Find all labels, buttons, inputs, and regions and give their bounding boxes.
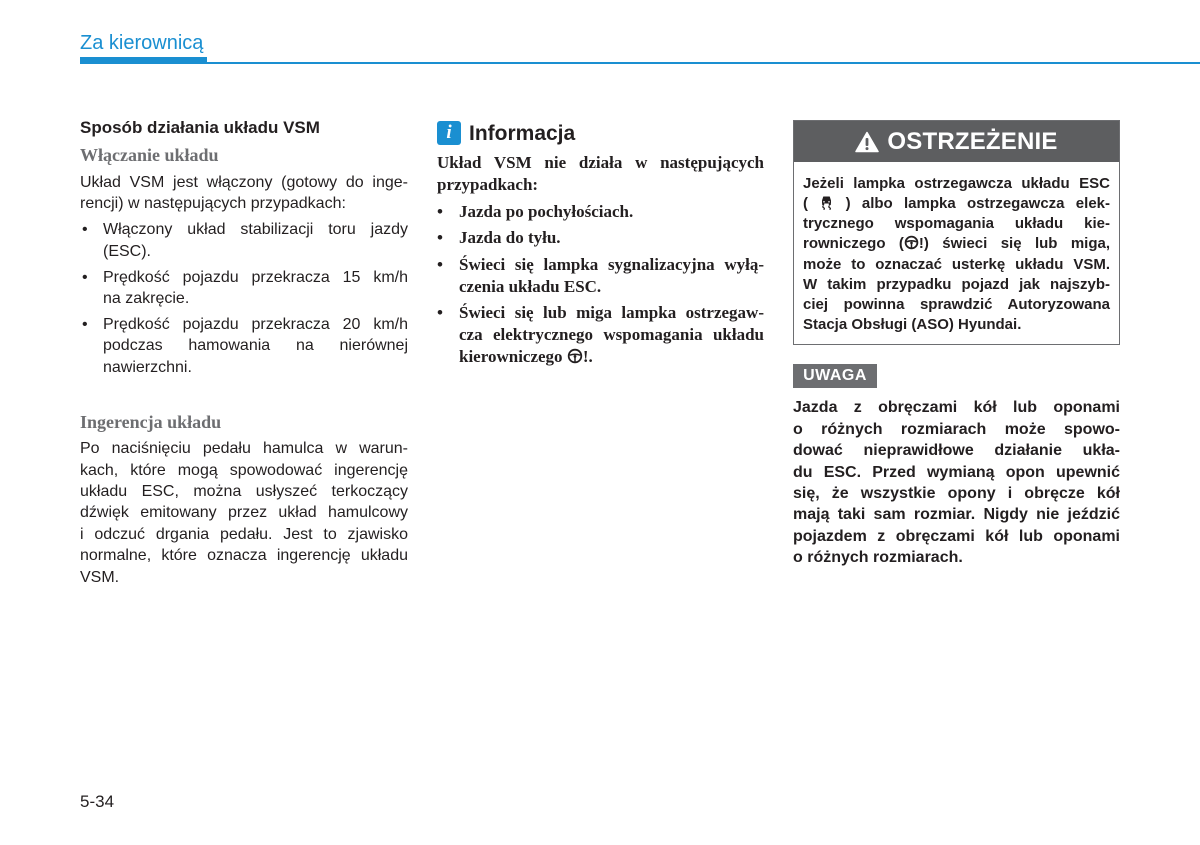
bullet-marker: • bbox=[82, 268, 88, 286]
text-line: układu ESC, można usłyszeć terkoczący bbox=[80, 482, 408, 500]
list-item-text bbox=[103, 267, 408, 310]
list-item-text bbox=[459, 302, 764, 368]
text-segment: kierowniczego bbox=[459, 347, 567, 366]
text-line: czenia układu ESC. bbox=[459, 276, 602, 296]
list-item bbox=[437, 302, 764, 368]
warning-title: OSTRZEŻENIE bbox=[887, 128, 1058, 155]
list-item-text bbox=[103, 314, 408, 378]
paragraph-activation bbox=[80, 172, 408, 215]
steering-wheel-warning-icon bbox=[567, 348, 583, 364]
text-line: Włączony układ stabilizacji toru jazdy bbox=[103, 221, 408, 239]
text-segment: rowniczego ( bbox=[803, 235, 904, 253]
text-line: VSM. bbox=[80, 568, 120, 586]
text-line: (ESC). bbox=[103, 242, 151, 260]
list-item bbox=[437, 254, 764, 298]
bullet-marker: • bbox=[437, 201, 443, 221]
text-line: Świeci się lampka sygnalizacyjna wyłą- bbox=[459, 254, 764, 274]
text-line: mają taki sam rozmiar. Nigdy nie jeździć bbox=[793, 506, 1120, 524]
text-line: dźwięk emitowany przez układ hamulcowy bbox=[80, 504, 408, 522]
text-line: Jazda do tyłu. bbox=[459, 228, 561, 247]
text-line: ciej powinna sprawdzić Autoryzowana bbox=[803, 295, 1110, 313]
esc-skid-warning-icon bbox=[819, 194, 834, 210]
list-item-text bbox=[459, 254, 764, 298]
bullet-marker: • bbox=[437, 303, 443, 322]
list-item bbox=[80, 219, 408, 262]
text-line: nawierzchni. bbox=[103, 358, 192, 376]
text-line: cza elektrycznego wspomagania układu bbox=[459, 325, 764, 344]
page-number: 5-34 bbox=[80, 792, 115, 811]
text-line bbox=[803, 234, 1110, 254]
text-line: du ESC. Przed wymianą opon upewnić bbox=[793, 463, 1120, 481]
list-item bbox=[437, 227, 764, 249]
text-line: i odczuć drgania pedału. Jest to zjawisko bbox=[80, 525, 408, 543]
information-intro bbox=[437, 152, 764, 196]
section-heading: Sposób działania układu VSM bbox=[80, 118, 320, 137]
warning-text bbox=[794, 162, 1119, 335]
text-line: dować nieprawidłowe działanie ukła- bbox=[793, 442, 1120, 460]
text-line: Układ VSM jest włączony (gotowy do inge- bbox=[80, 174, 408, 191]
text-segment: ( bbox=[803, 195, 820, 213]
subheading-intervention: Ingerencja układu bbox=[80, 412, 222, 433]
text-line: Jeżeli lampka ostrzegawcza układu ESC bbox=[803, 175, 1110, 192]
bullet-marker: • bbox=[437, 228, 443, 247]
list-item bbox=[80, 267, 408, 310]
bullet-marker: • bbox=[82, 221, 88, 239]
list-item-text bbox=[459, 227, 764, 249]
section-header-rule bbox=[207, 62, 1200, 64]
text-line: się, że wszystkie opony i obręcze kół bbox=[793, 485, 1120, 503]
notice-text bbox=[793, 397, 1120, 569]
text-line: przypadkach: bbox=[437, 175, 539, 194]
list-item-text bbox=[103, 219, 408, 262]
info-icon: i bbox=[437, 121, 461, 145]
column-vsm-operation bbox=[80, 117, 408, 588]
text-line: Prędkość pojazdu przekracza 20 km/h bbox=[103, 315, 408, 333]
text-segment: !) świeci się lub miga, bbox=[918, 235, 1111, 253]
text-line: podczas hamowania na nierównej bbox=[103, 337, 408, 355]
text-line: Świeci się lub miga lampka ostrzegaw- bbox=[459, 303, 764, 322]
text-line: Prędkość pojazdu przekracza 15 km/h bbox=[103, 268, 408, 286]
subheading-activation: Włączanie układu bbox=[80, 145, 219, 165]
text-line: trycznego wspomagania układu kie- bbox=[803, 215, 1110, 233]
text-line: Jazda z obręczami kół lub oponami bbox=[793, 399, 1120, 417]
bullet-marker: • bbox=[437, 254, 443, 274]
text-line: o różnych rozmiarach. bbox=[793, 549, 963, 567]
text-line: Jazda po pochyłościach. bbox=[459, 201, 634, 221]
information-header bbox=[437, 121, 764, 145]
text-line: Układ VSM nie działa w następujących bbox=[437, 153, 764, 172]
text-line: Stacja Obsługi (ASO) Hyundai. bbox=[803, 315, 1022, 333]
text-segment: ) albo lampka ostrzegawcza elek- bbox=[834, 195, 1110, 213]
text-line bbox=[459, 346, 764, 368]
text-line: na zakręcie. bbox=[103, 290, 190, 308]
section-accent-bar bbox=[80, 57, 207, 64]
text-line bbox=[803, 194, 1110, 214]
text-line: Po naciśnięciu pedału hamulca w warun- bbox=[80, 440, 408, 458]
list-item bbox=[437, 201, 764, 223]
list-item-text bbox=[459, 201, 764, 223]
list-item bbox=[80, 314, 408, 378]
text-line: W takim przypadku pojazd jak najszyb- bbox=[803, 275, 1110, 293]
paragraph-intervention bbox=[80, 438, 408, 588]
steering-wheel-warning-icon bbox=[904, 235, 919, 250]
text-line: pojazdem z obręczami kół lub oponami bbox=[793, 527, 1120, 545]
bullet-marker: • bbox=[82, 315, 88, 333]
warning-header bbox=[794, 121, 1119, 162]
text-line: normalne, które oznacza ingerencję układu bbox=[80, 547, 408, 565]
section-title: Za kierownicą bbox=[80, 32, 204, 54]
warning-triangle-icon bbox=[855, 131, 879, 153]
text-segment: !. bbox=[582, 347, 593, 366]
text-line: kach, które mogą spowodować ingerencję bbox=[80, 461, 408, 479]
text-line: może to oznaczać usterkę układu VSM. bbox=[803, 255, 1110, 273]
information-note bbox=[437, 121, 764, 368]
warning-box bbox=[793, 120, 1120, 345]
text-line: rencji) w następujących przypadkach: bbox=[80, 195, 346, 213]
notice-label: UWAGA bbox=[793, 364, 877, 388]
information-title: Informacja bbox=[469, 122, 576, 145]
text-line: o różnych rozmiarach może spowo- bbox=[793, 420, 1120, 438]
